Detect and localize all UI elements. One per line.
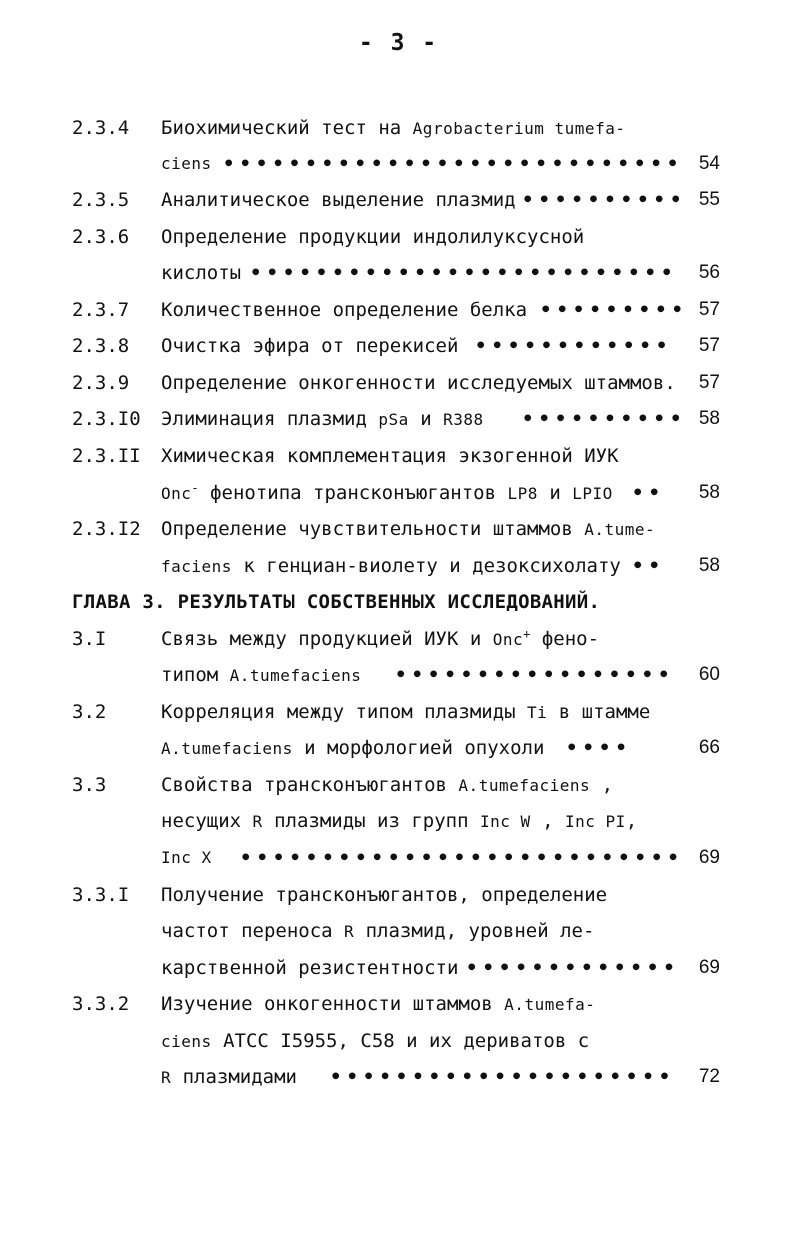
entry-title-part: в штамме (547, 701, 651, 723)
chapter-heading (0, 588, 797, 616)
entry-number: 2.3.5 (72, 189, 130, 211)
page-ref: 54 (698, 153, 720, 174)
entry-title: Биохимический тест на (161, 117, 413, 139)
entry-number: 3.3 (72, 774, 107, 796)
latin-term: Inc X (161, 848, 212, 867)
latin-term: Agrobacterium tumefa- (412, 119, 626, 138)
latin-term: R388 (443, 410, 484, 429)
toc-entry-2-3-5 (0, 186, 797, 214)
entry-number: 3.2 (72, 701, 107, 723)
entry-title: Определение чувствительности штаммов (161, 518, 585, 540)
entry-title: Аналитическое выделение плазмид (161, 189, 516, 211)
entry-title: Определение продукции индолилуксусной (161, 226, 585, 248)
entry-number: 2.3.9 (72, 372, 130, 394)
dot-leader: •••• (566, 737, 632, 759)
toc-entry-2-3-12 (0, 515, 797, 543)
page-number: - 3 - (358, 30, 439, 56)
latin-term: Onc (161, 484, 192, 503)
latin-term: Ti (527, 703, 548, 722)
toc-entry-2-3-6-cont (0, 259, 797, 287)
page-ref: 58 (698, 555, 720, 576)
toc-entry-3-2 (0, 698, 797, 726)
latin-term: pSa (378, 410, 409, 429)
entry-title-part: к генциан-виолету и дезоксихолату (231, 555, 621, 577)
latin-term: LPIO (572, 484, 613, 503)
toc-entry-2-3-9 (0, 369, 797, 397)
entry-title: Корреляция между типом плазмиды (161, 701, 528, 723)
entry-number: 2.3.4 (72, 117, 130, 139)
entry-title: Элиминация плазмид (161, 408, 379, 430)
toc-entry-3-3 (0, 771, 797, 799)
page-ref: 58 (698, 482, 720, 503)
entry-title-part: частот переноса (161, 920, 345, 942)
latin-term: R (252, 812, 263, 831)
page-ref: 69 (698, 957, 720, 978)
entry-title-part: и (537, 482, 573, 504)
superscript: - (191, 481, 199, 495)
latin-term: ciens (161, 1032, 212, 1051)
entry-number: 3.3.I (72, 884, 130, 906)
toc-entry-3-1-cont (0, 661, 797, 689)
page-ref: 66 (698, 737, 720, 758)
superscript: + (523, 627, 531, 641)
toc-entry-3-1 (0, 625, 797, 653)
entry-title-part: , (530, 810, 565, 832)
entry-title: Количественное определение белка (161, 299, 528, 321)
dot-leader: •••••••••• (522, 189, 687, 211)
entry-title-part: , (590, 774, 614, 796)
latin-term: A.tumefaciens (458, 776, 591, 795)
dot-leader: ••••••••••••• (466, 957, 680, 979)
toc-entry-2-3-4-cont (0, 150, 797, 178)
page-ref: 57 (698, 372, 720, 393)
dot-leader: ••••••••• (540, 299, 688, 321)
dot-leader: •••••••••••••••••••••••••• (250, 262, 678, 284)
entry-title-part: плазмид, уровней ле- (354, 920, 595, 942)
latin-term: Inc PI (565, 812, 626, 831)
dot-leader: •••••••••• (522, 408, 687, 430)
toc-entry-2-3-12-cont (0, 552, 797, 580)
entry-number: 2.3.I0 (72, 408, 141, 430)
entry-title: Свойства трансконъюгантов (161, 774, 459, 796)
toc-entry-2-3-11-cont (0, 479, 797, 507)
entry-number: 3.3.2 (72, 993, 130, 1015)
toc-entry-3-3-2-cont2 (0, 1063, 797, 1091)
entry-title-cont: карственной резистентности (161, 957, 459, 979)
toc-entry-2-3-4 (0, 114, 797, 142)
dot-leader: ••••••••••••••••••••••••••• (240, 847, 684, 869)
toc-entry-3-3-cont2 (0, 844, 797, 872)
entry-title-part: АТСС I5955, С58 и их дериватов с (211, 1030, 590, 1052)
toc-entry-2-3-11 (0, 442, 797, 470)
latin-term: LP8 (507, 484, 538, 503)
latin-term: Inc W (480, 812, 531, 831)
latin-term: R (344, 922, 355, 941)
entry-number: 3.I (72, 628, 107, 650)
entry-title: Химическая комплементация экзогенной ИУК (161, 445, 619, 467)
entry-title-part: несущих (161, 810, 253, 832)
entry-number: 2.3.7 (72, 299, 130, 321)
latin-term: Onc (492, 630, 524, 649)
entry-title-part: плазмидами (171, 1066, 297, 1088)
entry-number: 2.3.8 (72, 335, 130, 357)
toc-entry-3-3-1-cont (0, 917, 797, 945)
chapter-title: ГЛАВА 3. РЕЗУЛЬТАТЫ СОБСТВЕННЫХ ИССЛЕДОВАНИЙ. (72, 591, 601, 613)
toc-entry-3-3-1-cont2 (0, 954, 797, 982)
entry-title-part: , (625, 810, 638, 832)
entry-title-part: фенотипа трансконъюгантов (198, 482, 508, 504)
toc-entry-2-3-6 (0, 223, 797, 251)
toc-entry-3-3-2 (0, 990, 797, 1018)
entry-title: Очистка эфира от перекисей (161, 335, 459, 357)
page-ref: 58 (698, 408, 720, 429)
page-ref: 55 (698, 189, 720, 210)
entry-number: 2.3.I2 (72, 518, 141, 540)
page-ref: 57 (698, 299, 720, 320)
entry-title: Получение трансконъюгантов, определение (161, 884, 608, 906)
entry-number: 2.3.6 (72, 226, 130, 248)
entry-title: Изучение онкогенности штаммов (161, 993, 505, 1015)
dot-leader: •• (632, 555, 665, 577)
dot-leader: •• (632, 482, 665, 504)
entry-title-part: и (408, 408, 444, 430)
toc-entry-2-3-7 (0, 296, 797, 324)
dot-leader: •••••••••••••••••••••••••••• (223, 153, 684, 175)
page-ref: 57 (698, 335, 720, 356)
entry-title-cont: типом (161, 664, 230, 686)
toc-entry-3-3-1 (0, 881, 797, 909)
latin-term: A.tumefaciens (229, 666, 362, 685)
entry-title: Связь между продукцией ИУК и (161, 628, 493, 650)
entry-title-part: и морфологией опухоли (292, 737, 545, 759)
latin-term: A.tumefaciens (161, 739, 293, 758)
dot-leader: ••••••••••••••••••••• (330, 1066, 676, 1088)
toc-entry-3-3-cont (0, 807, 797, 835)
toc-entry-3-2-cont (0, 734, 797, 762)
latin-term: A.tume- (584, 520, 656, 539)
toc-entry-2-3-8 (0, 332, 797, 360)
entry-number: 2.3.II (72, 445, 141, 467)
page-ref: 69 (698, 847, 720, 868)
dot-leader: •••••••••••• (475, 335, 673, 357)
entry-title-part: плазмиды из групп (262, 810, 480, 832)
latin-term: A.tumefa- (504, 995, 596, 1014)
page-ref: 56 (698, 262, 720, 283)
toc-entry-2-3-10 (0, 405, 797, 433)
entry-title-cont: кислоты (161, 262, 242, 284)
entry-title: Определение онкогенности исследуемых штаммов. (161, 372, 676, 394)
entry-title-part: фено- (530, 628, 600, 650)
latin-term: faciens (161, 557, 232, 576)
dot-leader: ••••••••••••••••• (395, 664, 675, 686)
latin-term: R (161, 1068, 172, 1087)
latin-term: ciens (161, 154, 212, 173)
page-ref: 60 (698, 664, 720, 685)
toc-entry-3-3-2-cont (0, 1027, 797, 1055)
page-ref: 72 (698, 1066, 720, 1087)
